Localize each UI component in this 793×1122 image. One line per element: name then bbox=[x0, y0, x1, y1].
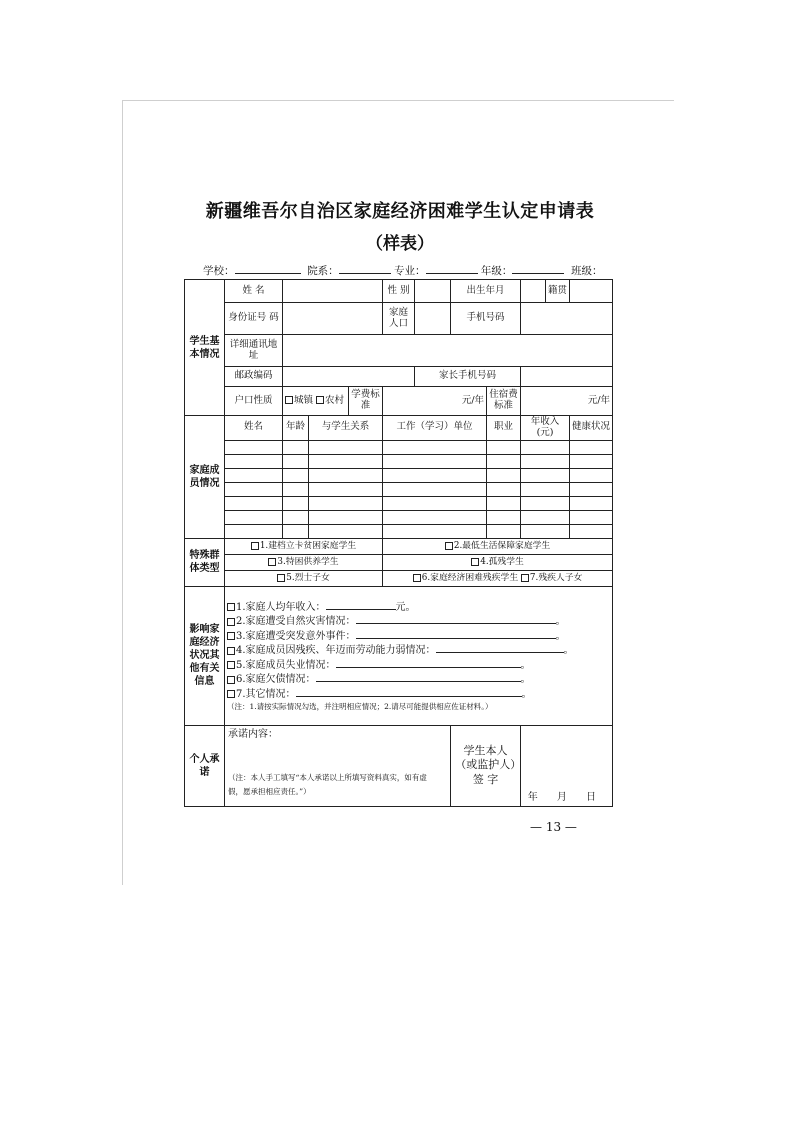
form-subtitle: （样表） bbox=[366, 234, 434, 254]
family-col-occupation: 职业 bbox=[487, 416, 521, 441]
parent-phone-label: 家长手机号码 bbox=[415, 367, 521, 387]
birth-label: 出生年月 bbox=[451, 280, 521, 303]
family-col-name: 姓名 bbox=[225, 416, 283, 441]
other-info-line-6[interactable]: 6.家庭欠债情况： 。 bbox=[227, 672, 610, 687]
hukou-label: 户口性质 bbox=[225, 387, 283, 416]
id-card-field[interactable] bbox=[283, 303, 383, 335]
gender-field[interactable] bbox=[415, 280, 451, 303]
family-col-health: 健康状况 bbox=[570, 416, 613, 441]
postcode-label: 邮政编码 bbox=[225, 367, 283, 387]
other-info-line-1[interactable]: 1.家庭人均年收入： 元。 bbox=[227, 600, 610, 615]
family-col-workplace: 工作（学习）单位 bbox=[383, 416, 487, 441]
rural-checkbox[interactable] bbox=[316, 396, 324, 404]
section-other-info: 影响家庭经济状况其他有关信息 bbox=[185, 586, 225, 725]
other-info-line-7[interactable]: 7.其它情况： 。 bbox=[227, 687, 610, 702]
other-info-line-5[interactable]: 5.家庭成员失业情况： 。 bbox=[227, 658, 610, 673]
special-option-2[interactable]: 2.最低生活保障家庭学生 bbox=[383, 538, 613, 554]
major-label: 专业： bbox=[394, 265, 426, 277]
family-row bbox=[185, 510, 613, 524]
family-row bbox=[185, 468, 613, 482]
section-family-members: 家庭成员情况 bbox=[185, 416, 225, 539]
gender-label: 性 别 bbox=[383, 280, 415, 303]
signer-label: 学生本人（或监护人）签 字 bbox=[451, 725, 521, 806]
special-option-3[interactable]: 3.特困供养学生 bbox=[225, 554, 383, 570]
tuition-label: 学费标准 bbox=[349, 387, 383, 416]
origin-label: 籍贯 bbox=[546, 280, 570, 303]
postcode-field[interactable] bbox=[283, 367, 415, 387]
promise-note: （注：本人手工填写“本人承诺以上所填写资料真实，如有虚假，愿承担相应责任。”） bbox=[228, 772, 427, 797]
parent-phone-field[interactable] bbox=[521, 367, 613, 387]
special-option-1[interactable]: 1.建档立卡贫困家庭学生 bbox=[225, 538, 383, 554]
grade-field[interactable] bbox=[512, 264, 564, 274]
other-info-line-4[interactable]: 4.家庭成员因残疾、年迈而劳动能力弱情况： 。 bbox=[227, 643, 610, 658]
family-col-age: 年龄 bbox=[283, 416, 309, 441]
signature-date: 年 月 日 bbox=[527, 792, 605, 804]
origin-field[interactable] bbox=[570, 280, 613, 303]
section-personal-promise: 个人承诺 bbox=[185, 725, 225, 806]
urban-checkbox[interactable] bbox=[285, 396, 293, 404]
family-pop-field[interactable] bbox=[415, 303, 451, 335]
promise-content-cell[interactable] bbox=[225, 725, 451, 806]
family-col-relation: 与学生关系 bbox=[309, 416, 383, 441]
family-pop-label: 家庭人口 bbox=[383, 303, 415, 335]
major-field[interactable] bbox=[426, 264, 478, 274]
name-field[interactable] bbox=[283, 280, 383, 303]
school-label: 学校： bbox=[203, 265, 235, 277]
rural-label: 农村 bbox=[325, 394, 345, 406]
form-title: 新疆维吾尔自治区家庭经济困难学生认定申请表 bbox=[205, 201, 595, 222]
grade-label: 年级： bbox=[480, 265, 513, 277]
phone-label: 手机号码 bbox=[451, 303, 521, 335]
page-border-left bbox=[122, 100, 123, 885]
address-label: 详细通讯地址 bbox=[225, 335, 283, 367]
signature-field[interactable] bbox=[521, 725, 613, 806]
dorm-field[interactable]: 元/年 bbox=[521, 387, 613, 416]
other-info-block bbox=[225, 586, 613, 725]
page-number: — 13 — bbox=[530, 820, 577, 834]
family-row bbox=[185, 524, 613, 538]
dorm-label: 住宿费标准 bbox=[487, 387, 521, 416]
department-label: 院系： bbox=[307, 265, 339, 277]
family-col-income: 年收入(元) bbox=[521, 416, 570, 441]
birth-field[interactable] bbox=[521, 280, 546, 303]
phone-field[interactable] bbox=[521, 303, 613, 335]
other-info-line-2[interactable]: 2.家庭遭受自然灾害情况： 。 bbox=[227, 614, 610, 629]
address-field[interactable] bbox=[283, 335, 613, 367]
special-option-6-7[interactable]: 6.家庭经济困难残疾学生 7.残疾人子女 bbox=[383, 570, 613, 586]
school-info-row bbox=[203, 263, 615, 278]
hukou-options[interactable] bbox=[283, 387, 349, 416]
family-row bbox=[185, 454, 613, 468]
promise-content-label: 承诺内容： bbox=[228, 728, 278, 740]
application-form-table bbox=[184, 279, 613, 807]
name-label: 姓 名 bbox=[225, 280, 283, 303]
other-info-line-3[interactable]: 3.家庭遭受突发意外事件： 。 bbox=[227, 629, 610, 644]
family-row bbox=[185, 440, 613, 454]
tuition-field[interactable]: 元/年 bbox=[383, 387, 487, 416]
family-row bbox=[185, 482, 613, 496]
id-card-label: 身份证号 码 bbox=[225, 303, 283, 335]
other-info-note: （注：1.请按实际情况勾选，并注明相应情况；2.请尽可能提供相应佐证材料。） bbox=[227, 702, 493, 712]
family-row bbox=[185, 496, 613, 510]
class-label: 班级： bbox=[571, 265, 603, 277]
special-option-4[interactable]: 4.孤残学生 bbox=[383, 554, 613, 570]
page-border-top bbox=[122, 100, 674, 101]
urban-label: 城镇 bbox=[294, 394, 314, 406]
section-special-group: 特殊群体类型 bbox=[185, 538, 225, 586]
department-field[interactable] bbox=[339, 264, 391, 274]
section-basic-info: 学生基本情况 bbox=[185, 280, 225, 416]
school-field[interactable] bbox=[235, 264, 301, 274]
special-option-5[interactable]: 5.烈士子女 bbox=[225, 570, 383, 586]
